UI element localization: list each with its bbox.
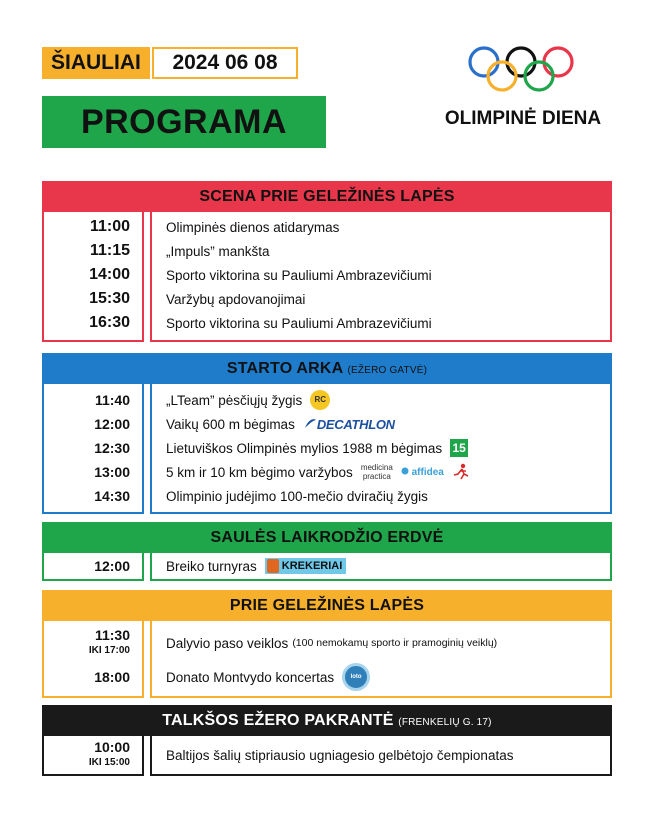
time-cell: 18:00 bbox=[94, 669, 130, 685]
section-scena bbox=[42, 181, 612, 342]
decathlon-logo-icon: DECATHLON bbox=[303, 417, 395, 432]
time-cell: 14:00 bbox=[89, 266, 130, 283]
event-cell: Lietuviškos Olimpinės mylios 1988 m bėgimas bbox=[166, 440, 443, 456]
event-column bbox=[150, 384, 612, 514]
section-header bbox=[42, 181, 612, 212]
event-cell: Dalyvio paso veiklos bbox=[166, 635, 289, 651]
section-header bbox=[42, 590, 612, 621]
section-header bbox=[42, 522, 612, 553]
event-column bbox=[150, 212, 612, 342]
time-cell: 11:15 bbox=[89, 242, 130, 259]
event-cell: Sporto viktorina su Pauliumi Ambrazevičiumi bbox=[166, 315, 432, 331]
section-prie-gelezines-lapes bbox=[42, 590, 612, 698]
time-column bbox=[42, 212, 144, 342]
event-cell: Breiko turnyras bbox=[166, 558, 257, 574]
event-note: (100 nemokamų sporto ir pramoginių veiklų) bbox=[292, 637, 498, 649]
time-cell: 11:40 bbox=[94, 392, 130, 408]
krekeriai-logo-icon: KREKERIAI bbox=[265, 558, 347, 574]
section-title: TALKŠOS EŽERO PAKRANTĖ bbox=[162, 712, 394, 729]
time-cell: 15:30 bbox=[89, 290, 130, 307]
medicina-practica-logo-icon: medicina practica bbox=[360, 463, 393, 481]
section-sauliu-laikrodzio bbox=[42, 522, 612, 581]
event-cell: Sporto viktorina su Pauliumi Ambrazevičiumi bbox=[166, 267, 432, 283]
olympic-rings-icon bbox=[466, 44, 576, 94]
event-cell: Vaikų 600 m bėgimas bbox=[166, 416, 295, 432]
event-column bbox=[150, 621, 612, 698]
section-title: STARTO ARKA bbox=[226, 360, 343, 377]
section-talksos-ezero bbox=[42, 705, 612, 776]
time-cell: 11:30 bbox=[94, 627, 130, 643]
section-header bbox=[42, 353, 612, 384]
event-cell: 5 km ir 10 km bėgimo varžybos bbox=[166, 464, 353, 480]
runner-logo-icon bbox=[452, 463, 472, 481]
time-cell: 13:00 bbox=[94, 464, 130, 480]
brand-name: OLIMPINĖ DIENA bbox=[444, 108, 602, 129]
event-column bbox=[150, 736, 612, 776]
time-cell: 12:00 bbox=[94, 416, 130, 432]
section-title: SCENA PRIE GELEŽINĖS LAPĖS bbox=[199, 188, 455, 205]
time-column bbox=[42, 736, 144, 776]
time-cell: 14:30 bbox=[94, 488, 130, 504]
city-tag: ŠIAULIAI bbox=[42, 47, 150, 79]
lrt-15-logo-icon: 15 bbox=[450, 439, 468, 457]
time-end-cell: IKI 17:00 bbox=[88, 645, 130, 656]
time-cell: 16:30 bbox=[89, 314, 130, 331]
time-cell: 11:00 bbox=[89, 218, 130, 235]
page-header bbox=[0, 0, 655, 160]
time-cell: 12:00 bbox=[94, 558, 130, 574]
event-cell: Varžybų apdovanojimai bbox=[166, 291, 306, 307]
section-title: SAULĖS LAIKRODŽIO ERDVĖ bbox=[210, 529, 444, 546]
page-title: PROGRAMA bbox=[42, 96, 326, 148]
event-cell: „Impuls” mankšta bbox=[166, 243, 270, 259]
affidea-logo-icon: affidea bbox=[401, 467, 444, 478]
event-cell: Baltijos šalių stipriausio ugniagesio gelbėtojo čempionatas bbox=[166, 747, 514, 763]
time-column bbox=[42, 553, 144, 581]
section-subtitle: (EŽERO GATVĖ) bbox=[347, 365, 428, 376]
loto-logo-icon: loto bbox=[342, 663, 370, 691]
time-end-cell: IKI 15:00 bbox=[88, 757, 130, 768]
event-column bbox=[150, 553, 612, 581]
section-subtitle: (FRENKELIŲ G. 17) bbox=[398, 717, 492, 728]
event-cell: Donato Montvydo koncertas bbox=[166, 669, 335, 685]
time-cell: 12:30 bbox=[94, 440, 130, 456]
event-cell: „LTeam” pėsčiųjų žygis bbox=[166, 392, 303, 408]
rc-logo-icon: RC bbox=[310, 390, 330, 410]
time-cell: 10:00 bbox=[94, 739, 130, 755]
event-cell: Olimpinio judėjimo 100-mečio dviračių žygis bbox=[166, 488, 428, 504]
time-column bbox=[42, 384, 144, 514]
section-starto-arka bbox=[42, 353, 612, 514]
section-header bbox=[42, 705, 612, 736]
time-column bbox=[42, 621, 144, 698]
event-cell: Olimpinės dienos atidarymas bbox=[166, 219, 340, 235]
section-title: PRIE GELEŽINĖS LAPĖS bbox=[229, 597, 425, 614]
date-tag: 2024 06 08 bbox=[152, 47, 298, 79]
